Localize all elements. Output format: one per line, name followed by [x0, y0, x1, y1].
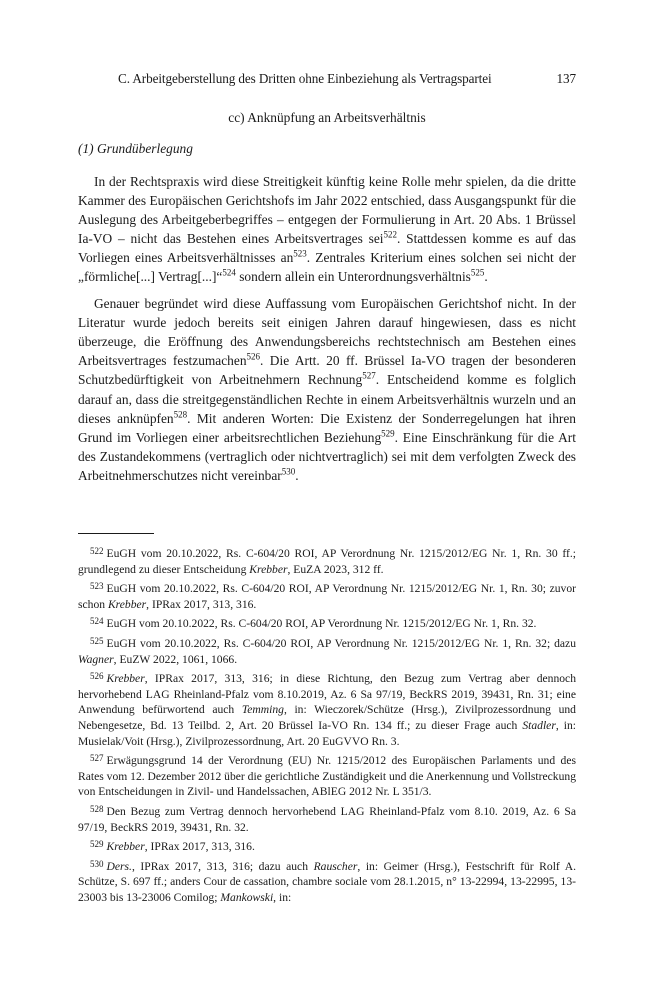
- text-run: In der Rechtspraxis wird diese Streitigkeit künftig keine Rolle mehr spielen, da die dritte Kammer des Europäischen Gerichtshofs im Jahr 2022 entschied, dass Ausgangspunkt für die Auslegung des Arbeitgeberbegriffes – entgegen der Formulierung in Art. 20 Abs. 1 Brüssel Ia-VO – nicht das Bestehen eines Arbeitsvertrages sei: [78, 174, 576, 247]
- text-run: EuGH vom 20.10.2022, Rs. C-604/20 ROI, AP Verordnung Nr. 1215/2012/EG Nr. 1, Rn. 32.: [106, 617, 537, 631]
- text-run: EuGH vom 20.10.2022, Rs. C-604/20 ROI, AP Verordnung Nr. 1215/2012/EG Nr. 1, Rn. 30 ff.; grundlegend zu dieser Entscheidung: [78, 547, 576, 576]
- footnote-ref[interactable]: 530: [281, 466, 296, 477]
- author-name: Krebber: [249, 562, 288, 576]
- footnote-number: 524: [90, 616, 104, 627]
- footnote-separator: [78, 533, 154, 534]
- author-name: Rauscher: [313, 859, 358, 873]
- footnote-number: 526: [90, 671, 104, 682]
- footnote-ref[interactable]: 522: [383, 229, 398, 240]
- text-run: , IPRax 2017, 313, 316; in diese Richtung, den Bezug zum Vertrag aber dennoch hervorhebend LAG Rheinland-Pfalz vom 8.10.2019, Az. 6 Sa 97/19, BeckRS 2019, 39431, Rn. 31; eine Anwendung befürwortend auch: [78, 672, 576, 717]
- footnote-ref[interactable]: 524: [222, 267, 236, 278]
- footnote: [78, 751, 576, 800]
- author-name: Krebber: [106, 840, 145, 854]
- text-run: . Die Artt. 20 ff. Brüssel Ia-VO tragen der besonderen Schutzbedürftigkeit von Arbeitnehmern Rechnung: [78, 353, 577, 388]
- text-run: , in:: [273, 890, 292, 904]
- footnote-number: 523: [90, 581, 104, 592]
- author-name: Krebber: [106, 672, 145, 686]
- main-text: [78, 172, 576, 485]
- text-run: .: [295, 467, 299, 483]
- footnote: [78, 802, 576, 835]
- running-header: [118, 71, 576, 87]
- text-run: . Entscheidend komme es folglich darauf an, dass die streitgegenständlichen Rechte in einem Arbeitsverhältnis wurzeln und an dieses anknüpfen: [78, 372, 576, 426]
- author-name: Temming: [241, 703, 284, 717]
- text-run: , IPRax 2017, 313, 316; dazu auch: [131, 859, 314, 873]
- footnote: [78, 614, 576, 632]
- footnote: [78, 634, 576, 667]
- text-run: . Zentrales Kriterium eines solchen sei nicht der „förmliche[...] Vertrag[...]“: [78, 250, 576, 285]
- text-run: EuGH vom 20.10.2022, Rs. C-604/20 ROI, AP Verordnung Nr. 1215/2012/EG Nr. 1, Rn. 30; zuvor schon: [78, 582, 576, 611]
- footnote: [78, 857, 576, 906]
- text-run: , in: Geimer (Hrsg.), Festschrift für Rolf A. Schütze, S. 697 ff.; anders Cour de cassation, chambre sociale vom 28.1.2015, n° 13-22994, 13-22995, 13-23003 bis 13-23006 Comilog;: [78, 859, 576, 904]
- footnote-number: 529: [90, 839, 104, 850]
- running-title: C. Arbeitgeberstellung des Dritten ohne Einbeziehung als Vertragspartei: [118, 71, 492, 86]
- text-run: sondern allein ein Unterordnungsverhältnis: [235, 269, 471, 285]
- text-run: , EuZA 2023, 312 ff.: [287, 562, 384, 576]
- text-run: Genauer begründet wird diese Auffassung vom Europäischen Gerichtshof nicht. In der Literatur wurde jedoch bereits seit einigen Jahren darauf hingewiesen, dass es nicht überzeuge, die Eröffnung des Anwendungsbereichs rechtstechnisch am Bestehen eines Arbeitsvertrages festzumachen: [78, 296, 576, 369]
- author-name: Stadler: [522, 718, 556, 732]
- footnote-ref[interactable]: 526: [246, 351, 261, 362]
- subsection-title: cc) Anknüpfung an Arbeitsverhältnis: [228, 110, 426, 125]
- footnote: [78, 544, 576, 577]
- footnote-ref[interactable]: 529: [381, 428, 395, 439]
- footnote-number: 527: [90, 753, 104, 764]
- author-name: Wagner: [78, 652, 114, 666]
- page-number: 137: [556, 71, 576, 86]
- footnote-number: 522: [90, 546, 104, 556]
- footnote-ref[interactable]: 528: [173, 409, 188, 420]
- author-name: Ders.: [106, 859, 132, 873]
- subsubsection-title: (1) Grundüberlegung: [78, 141, 193, 156]
- text-run: Erwägungsgrund 14 der Verordnung (EU) Nr. 1215/2012 des Europäischen Parlaments und des Rates vom 12. Dezember 2012 über die gerichtliche Zuständigkeit und die Anerkennung und Vollstreckung von Entscheidungen in Zivil- und Handelssachen, ABlEG 2012 Nr. L 351/3.: [78, 754, 576, 799]
- footnote: [78, 837, 576, 855]
- text-run: .: [484, 269, 488, 285]
- text-run: Den Bezug zum Vertrag dennoch hervorhebend LAG Rheinland-Pfalz vom 8.10. 2019, Az. 6 Sa 97/19, BeckRS 2019, 39431, Rn. 32.: [78, 804, 576, 834]
- text-run: , IPRax 2017, 313, 316.: [144, 840, 255, 854]
- footnote-number: 528: [90, 803, 104, 814]
- text-run: , in: Musielak/Voit (Hrsg.), Zivilprozessordnung, Art. 20 EuGVVO Rn. 3.: [78, 718, 576, 748]
- text-run: EuGH vom 20.10.2022, Rs. C-604/20 ROI, AP Verordnung Nr. 1215/2012/EG Nr. 1, Rn. 32; dazu: [106, 636, 576, 650]
- footnote-number: 525: [90, 635, 104, 646]
- author-name: Mankowski: [220, 890, 274, 904]
- text-run: , IPRax 2017, 313, 316.: [146, 597, 257, 611]
- footnote-ref[interactable]: 525: [470, 267, 485, 278]
- text-run: , in: Wieczorek/Schütze (Hrsg.), Zivilprozessordnung und Nebengesetze, Bd. 13 Teilbd. 2, Art. 20 Brüssel Ia-VO Rn. 134 ff.; zu dieser Frage auch: [78, 703, 576, 732]
- author-name: Krebber: [107, 597, 147, 611]
- text-run: , EuZW 2022, 1061, 1066.: [113, 652, 238, 666]
- footnotes: [78, 544, 576, 907]
- footnote: [78, 669, 576, 749]
- footnote-number: 530: [90, 858, 104, 869]
- text-run: . Stattdessen komme es auf das Vorliegen eines Arbeitsverhältnisses an: [78, 231, 576, 266]
- paragraph: [78, 294, 576, 484]
- footnote-ref[interactable]: 523: [293, 248, 307, 259]
- footnote-ref[interactable]: 527: [362, 371, 376, 381]
- text-run: . Eine Einschränkung für die Art des Zustandekommens (vertraglich oder nichtvertraglich) sei mit dem verfolgten Zweck des Arbeitnehmerschutzes nicht vereinbar: [78, 429, 576, 483]
- text-run: . Mit anderen Worten: Die Existenz der Sonderregelungen hat ihren Grund im Vorliegen einer arbeitsrechtlichen Beziehung: [78, 410, 576, 445]
- paragraph: [78, 172, 576, 286]
- footnote: [78, 579, 576, 612]
